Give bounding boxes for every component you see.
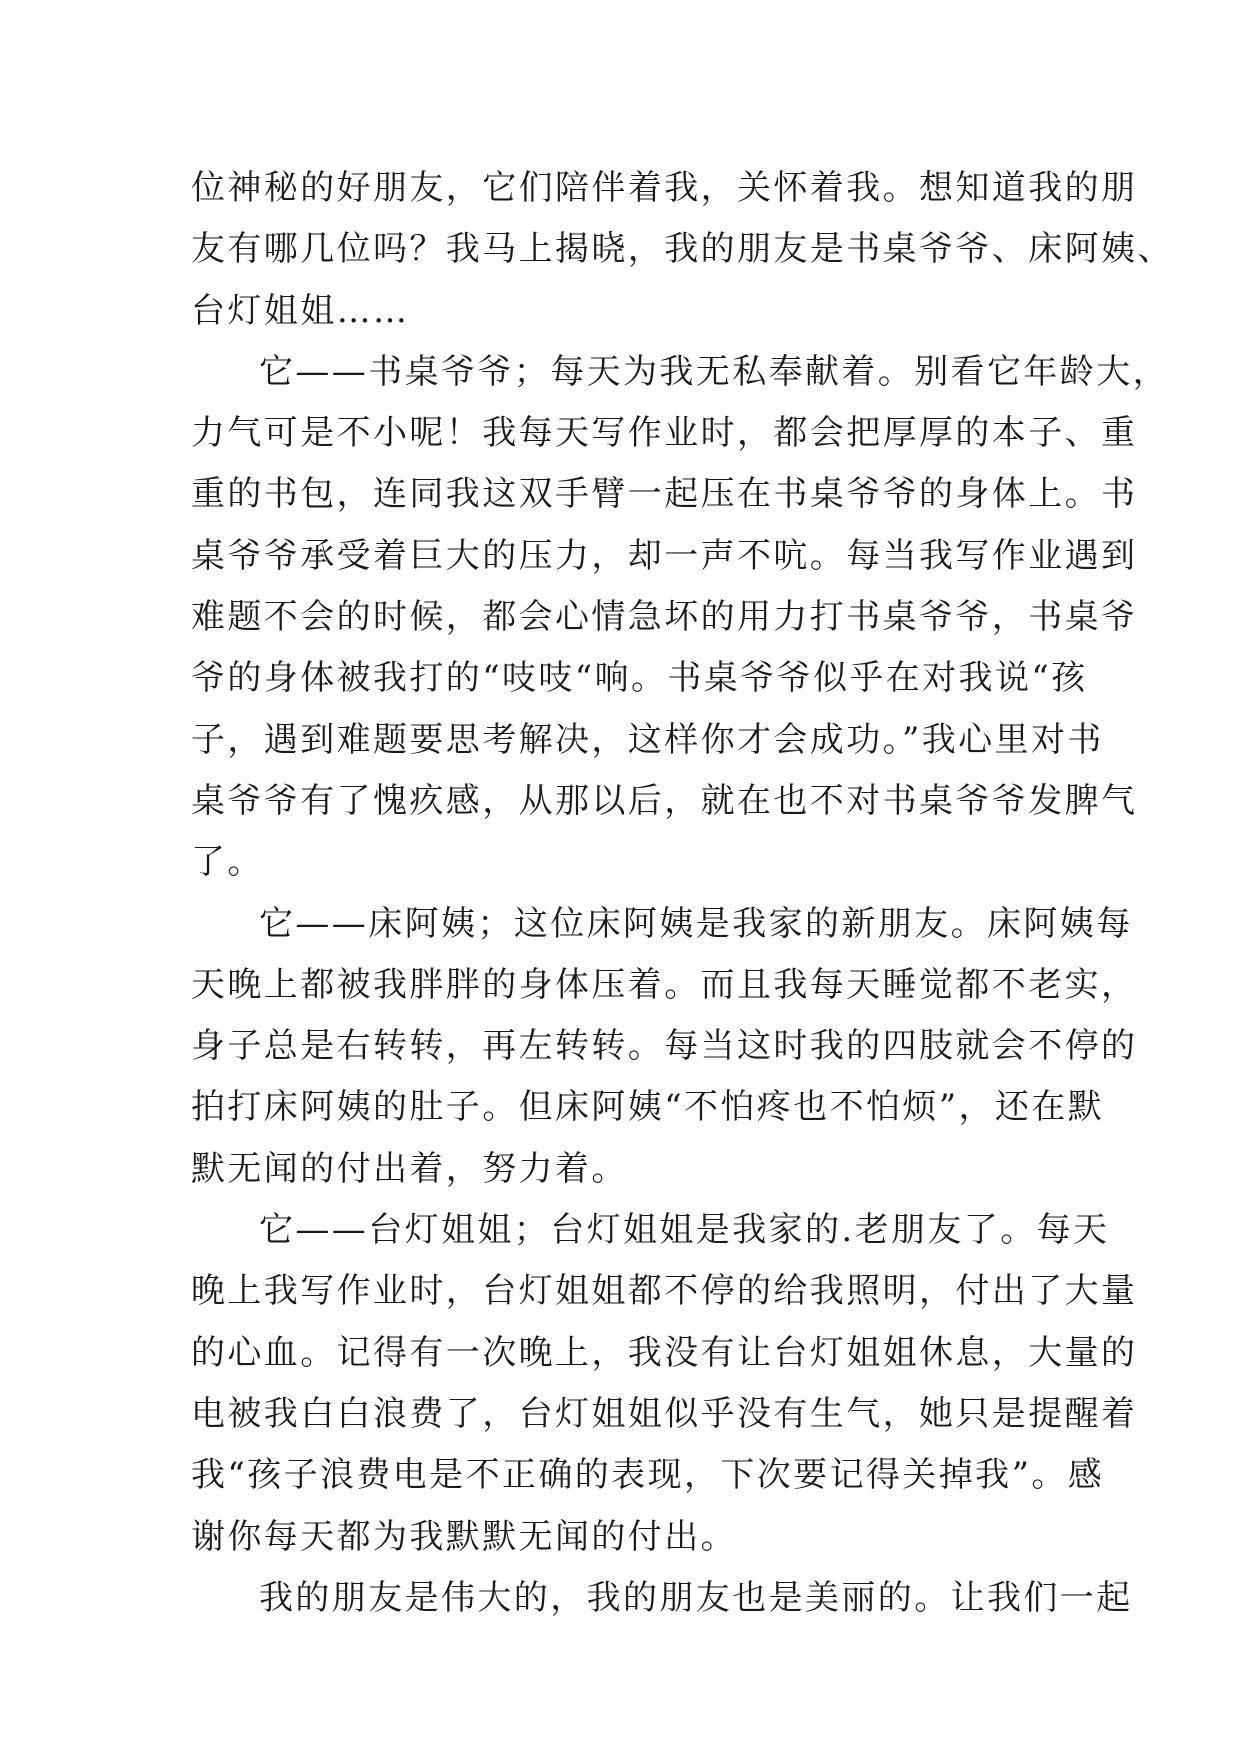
- text-line: 身子总是右转转，再左转转。每当这时我的四肢就会不停的: [191, 1026, 1138, 1067]
- text-line: 力气可是不小呢！我每天写作业时，都会把厚厚的本子、重: [191, 413, 1138, 454]
- text-line: 重的书包，连同我这双手臂一起压在书桌爷爷的身体上。书: [191, 474, 1138, 515]
- text-line: 了。: [191, 842, 264, 883]
- text-line: 台灯姐姐……: [191, 290, 410, 331]
- text-line: 位神秘的好朋友，它们陪伴着我，关怀着我。想知道我的朋: [191, 168, 1138, 208]
- text-line: 我的朋友是伟大的，我的朋友也是美丽的。让我们一起: [259, 1577, 1133, 1618]
- text-line: 电被我白白浪费了，台灯姐姐似乎没有生气，她只是提醒着: [191, 1393, 1138, 1434]
- text-line: 默无闻的付出着，努力着。: [191, 1148, 628, 1189]
- text-line: 我“孩子浪费电是不正确的表现，下次要记得关掉我”。感: [191, 1455, 1105, 1496]
- text-line: 爷的身体被我打的“吱吱“响。书桌爷爷似乎在对我说“孩: [191, 658, 1088, 699]
- text-line: 桌爷爷承受着巨大的压力，却一声不吭。每当我写作业遇到: [191, 535, 1138, 576]
- text-line: 晚上我写作业时，台灯姐姐都不停的给我照明，付出了大量: [191, 1271, 1138, 1312]
- text-line: 友有哪几位吗？我马上揭晓，我的朋友是书桌爷爷、床阿姨、: [191, 229, 1174, 270]
- text-line: 天晚上都被我胖胖的身体压着。而且我每天睡觉都不老实，: [191, 964, 1138, 1005]
- text-line: 拍打床阿姨的肚子。但床阿姨“不怕疼也不怕烦”，还在默: [191, 1087, 1105, 1128]
- text-line: 它——床阿姨；这位床阿姨是我家的新朋友。床阿姨每: [259, 903, 1133, 944]
- text-line: 桌爷爷有了愧疚感，从那以后，就在也不对书桌爷爷发脾气: [191, 780, 1138, 821]
- text-line: 子，遇到难题要思考解决，这样你才会成功。”我心里对书: [191, 719, 1104, 760]
- text-line: 谢你每天都为我默默无闻的付出。: [191, 1516, 737, 1557]
- text-line: 它——书桌爷爷；每天为我无私奉献着。别看它年龄大，: [259, 351, 1169, 392]
- text-line: 难题不会的时候，都会心情急坏的用力打书桌爷爷，书桌爷: [191, 597, 1138, 638]
- document-body: [191, 158, 1174, 1629]
- text-line: 的心血。记得有一次晚上，我没有让台灯姐姐休息，大量的: [191, 1332, 1138, 1373]
- text-line: 它——台灯姐姐；台灯姐姐是我家的.老朋友了。每天: [259, 1210, 1110, 1251]
